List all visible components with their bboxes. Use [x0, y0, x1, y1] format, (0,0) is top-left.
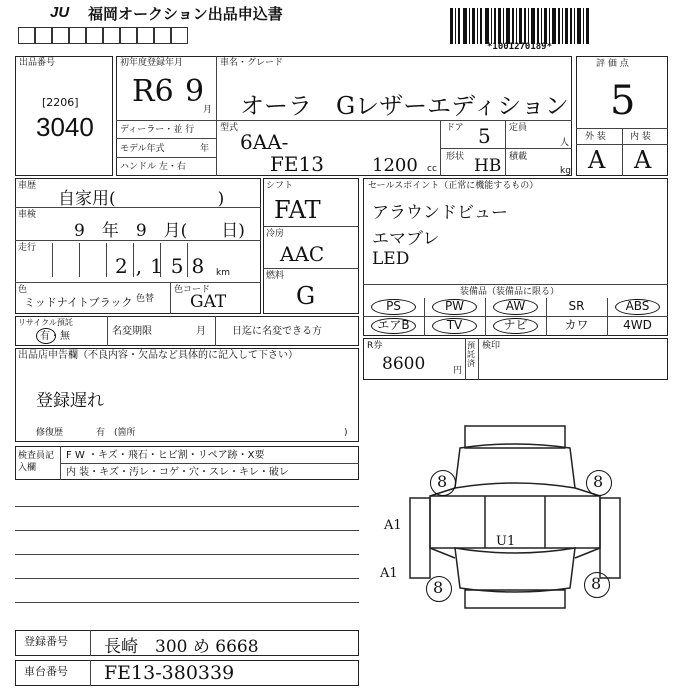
transfer-unit: 月 — [196, 326, 206, 337]
color-code-label: 色コード — [174, 285, 211, 295]
equipment-item: 4WD — [623, 318, 652, 332]
chassis-value: FE13-380339 — [104, 662, 235, 684]
r-fee-deposit-label: 預託済 — [467, 341, 475, 368]
equipment-circle — [493, 299, 538, 315]
recycle-circle — [36, 328, 56, 344]
model-year-label: モデル年式 — [120, 144, 165, 154]
equipment-item: PS — [386, 299, 401, 313]
displacement: 1200 — [372, 155, 418, 176]
type-value-1: 6AA- — [240, 130, 289, 154]
form-title: 福岡オークション出品申込書 — [88, 5, 283, 23]
equipment-item: ABS — [625, 299, 650, 313]
registration-label: 初年度登録年月 — [120, 58, 184, 68]
load-label: 積載 — [509, 152, 528, 162]
transfer-label: 名変期限 — [112, 326, 152, 337]
inspector-row-2: 内 装・キズ・汚レ・コゲ・穴・スレ・キレ・破レ — [66, 467, 289, 478]
aircon-label: 冷房 — [266, 229, 285, 239]
tire-value-4: 8 — [591, 574, 602, 593]
chassis-label: 車台番号 — [24, 665, 68, 678]
repair-value: 有 (箇所 — [96, 428, 136, 438]
registration-era-year: R6 — [132, 74, 174, 109]
equipment-circle — [371, 299, 416, 315]
inspector-row-1: F W ・キズ・飛石・ヒビ割・リペア跡・X要 — [66, 450, 265, 461]
mileage-unit: km — [216, 268, 230, 278]
fuel-value: G — [296, 282, 316, 310]
equipment-circle — [432, 299, 477, 315]
equipment-item: ナビ — [503, 318, 528, 332]
r-fee-value: 8600 — [382, 354, 426, 374]
handle-label: ハンドル 左・右 — [120, 162, 186, 172]
interior-label: 内 装 — [630, 132, 651, 142]
sales-point-3: LED — [372, 249, 410, 269]
seller-notes-label: 出品店申告欄（不良内容・欠品など具体的に記入して下さい） — [18, 350, 298, 361]
equipment-circle — [493, 318, 538, 334]
logo: JU — [50, 4, 70, 21]
equipment-item: PW — [444, 299, 465, 313]
load-unit: kg — [560, 166, 571, 176]
barcode-number: *1001270189* — [487, 42, 553, 52]
color-value: ミッドナイトブラック — [24, 296, 133, 309]
grade-score: 5 — [610, 78, 636, 124]
equipment-label: 装備品（装備品に限る） — [460, 287, 560, 297]
damage-note-1: A1 — [384, 518, 402, 533]
registration-month: 9 — [185, 74, 205, 109]
inspection-label: 車検 — [18, 210, 37, 220]
interior-value: A — [634, 146, 652, 174]
equipment-item: TV — [446, 318, 463, 332]
dealer-label: ディーラー・並 行 — [120, 125, 195, 135]
equipment-circle — [432, 318, 477, 334]
color-change-label: 色替 — [136, 294, 155, 304]
repair-close: ) — [344, 428, 348, 438]
r-fee-unit: 円 — [453, 366, 463, 376]
shape-label: 形状 — [446, 152, 465, 162]
inspector-label: 検査員記入欄 — [18, 451, 55, 473]
damage-note-2: A1 — [380, 566, 398, 581]
color-label: 色 — [18, 285, 28, 295]
exterior-label: 外 装 — [585, 132, 606, 142]
color-code: GAT — [190, 292, 227, 312]
mileage-value: 2,158 — [115, 254, 213, 278]
vehicle-name: オーラ Gレザーエディション — [240, 92, 569, 120]
capacity-unit: 人 — [560, 138, 570, 148]
lot-number: 3040 — [36, 112, 94, 142]
equipment-circle — [615, 299, 660, 315]
model-year-unit: 年 — [200, 144, 210, 154]
fuel-label: 燃料 — [266, 271, 285, 281]
inspection-value: 9 年 9 月( 日) — [74, 221, 245, 241]
exterior-value: A — [588, 146, 606, 174]
sales-points-label: セールスポイント（正常に機能するもの） — [368, 181, 539, 191]
tire-value-2: 8 — [593, 472, 604, 491]
capacity-label: 定員 — [509, 123, 528, 133]
registration-month-unit: 月 — [203, 105, 213, 115]
equipment-item: カワ — [564, 318, 589, 332]
grade-label: 評 価 点 — [596, 59, 629, 69]
mileage-label: 走行 — [18, 243, 37, 253]
sales-point-1: アラウンドビュー — [372, 203, 508, 223]
shift-label: シフト — [266, 181, 294, 191]
equipment-item: SR — [568, 299, 585, 313]
doors-label: ドア — [446, 123, 464, 133]
transfer-note: 日迄に名変できる方 — [232, 326, 322, 337]
seller-notes-value: 登録遅れ — [36, 391, 104, 411]
car-diagram — [370, 418, 670, 618]
repair-label: 修復歴 — [36, 428, 64, 438]
lot-code: [2206] — [42, 96, 79, 109]
usage-label: 車歴 — [18, 181, 37, 191]
lot-label: 出品番号 — [19, 58, 56, 68]
aircon-value: AAC — [280, 242, 325, 266]
displacement-unit: cc — [427, 164, 437, 174]
type-value-2: FE13 — [270, 152, 324, 176]
recycle-label: リサイクル預託 — [18, 318, 73, 327]
vehicle-name-label: 車名・グレード — [220, 58, 284, 68]
shape-value: HB — [474, 156, 502, 176]
tire-value-1: 8 — [437, 472, 448, 491]
shift-value: FAT — [274, 196, 321, 224]
doors-value: 5 — [478, 124, 491, 148]
recycle-value: 有・無 — [40, 331, 70, 342]
equipment-item: エアB — [377, 318, 410, 332]
r-fee-check-label: 検印 — [482, 341, 501, 351]
usage-value: 自家用( ) — [58, 189, 225, 209]
damage-note-3: U1 — [496, 534, 516, 549]
sales-point-2: エマブレ — [372, 229, 440, 249]
equipment-circle — [371, 318, 416, 334]
tire-value-3: 8 — [433, 578, 444, 597]
plate-label: 登録番号 — [24, 635, 68, 648]
type-label: 型式 — [220, 123, 239, 133]
equipment-item: AW — [505, 299, 526, 313]
barcode — [450, 8, 590, 44]
plate-value: 長崎 300 め 6668 — [104, 637, 259, 657]
r-fee-label: R券 — [367, 341, 383, 351]
